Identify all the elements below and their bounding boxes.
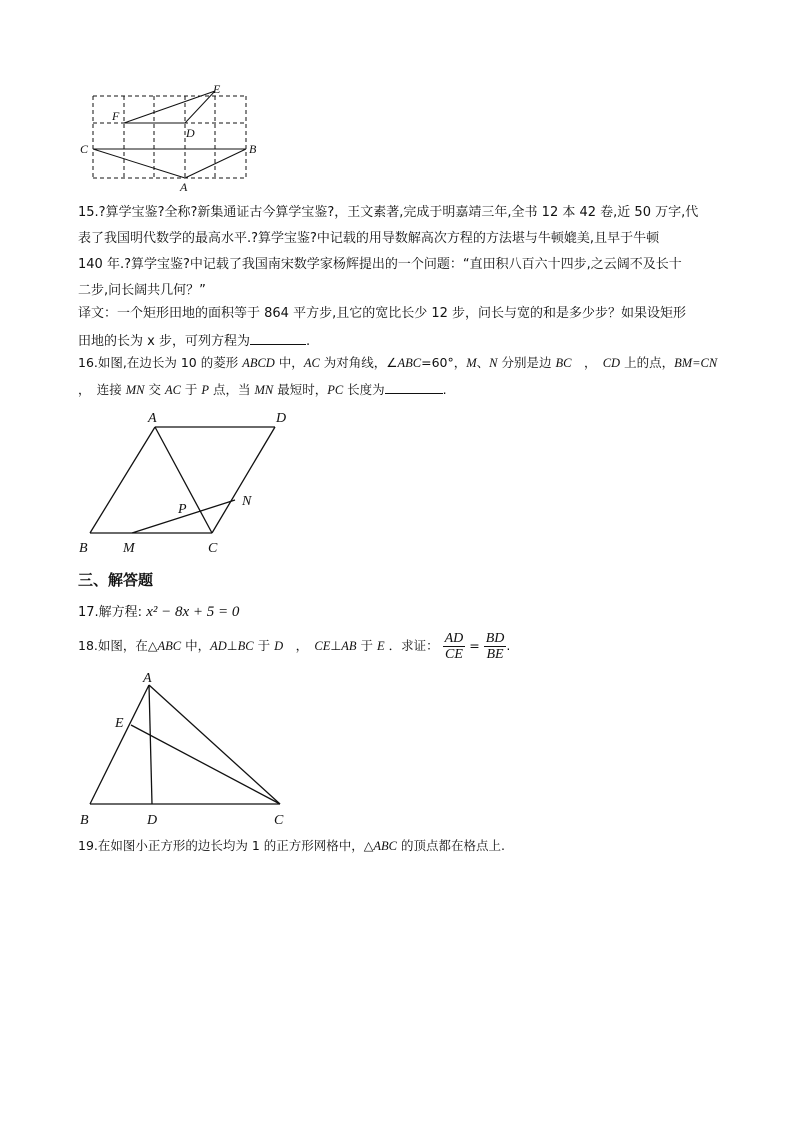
q16-line2 [78, 379, 447, 400]
q16-var: M [466, 356, 477, 370]
q16-text: ， 连接 [78, 382, 126, 397]
label-a: A [180, 180, 188, 194]
q17-equation: x² − 8x + 5 = 0 [146, 604, 240, 620]
segment-ad [149, 685, 152, 804]
q18-text: ⊥ [330, 638, 342, 653]
q18-var: D [274, 639, 284, 653]
triangle-figure [75, 668, 300, 830]
fraction-bd-be [484, 631, 507, 662]
q18-text: 18.如图，在△ [78, 638, 158, 653]
q18-text: ， [283, 638, 315, 653]
label-b: B [79, 541, 88, 556]
q15-line4: 二步,问长阔共几何？” [78, 283, 206, 298]
fraction-denominator: CE [445, 647, 463, 662]
q16-text: 为对角线，∠ [319, 355, 398, 370]
q16-text: 于 [180, 382, 202, 397]
q16-var: AC [164, 383, 181, 397]
section-heading: 三、解答题 [78, 571, 154, 589]
q16-text: =60°， [421, 355, 467, 370]
segment-ca [93, 149, 185, 178]
q15-line6-end: . [305, 334, 311, 349]
q16-text: 点，当 [209, 382, 255, 397]
q16-var: MN [254, 383, 274, 397]
label-m: M [123, 541, 135, 556]
fraction-ad-ce [443, 631, 466, 662]
q18-text: . [506, 638, 511, 653]
q17-line [78, 602, 239, 623]
q18-var: AB [341, 639, 357, 653]
q16-var: CD [602, 356, 621, 370]
grid-figure [78, 82, 268, 194]
q16-var: N [489, 356, 498, 370]
q16-var: ABCD [242, 356, 275, 370]
q18-var: AD [210, 639, 227, 653]
label-f: F [112, 109, 120, 123]
q16-answer-blank[interactable] [385, 379, 443, 394]
q19-line [78, 836, 505, 856]
equals-sign: = [465, 638, 484, 653]
q17-prefix: 17.解方程: [78, 605, 147, 620]
q18-text: 于 [356, 638, 377, 653]
q16-var: BC [555, 356, 572, 370]
q15-line6-text: 田地的长为 x 步，可列方程为 [78, 334, 250, 349]
q15-line6 [78, 330, 310, 352]
q19-text: 的顶点都在格点上. [397, 838, 505, 853]
q18-text: 于 [253, 638, 275, 653]
q16-text: 中， [274, 355, 304, 370]
q16-text: . [442, 382, 447, 397]
q16-text: ， [571, 355, 603, 370]
q15-line5: 译文：一个矩形田地的面积等于 864 平方步,且它的宽比长少 12 步，问长与宽的和是多少步？如果设矩形 [78, 306, 687, 321]
q16-text: 、 [476, 355, 490, 370]
q18-var: BC [237, 639, 254, 653]
label-c: C [274, 813, 284, 828]
q15-line1: 15.?算学宝鉴?全称?新集通证古今算学宝鉴?，王文素著,完成于明嘉靖三年,全书 12 本 42 卷,近 50 万字,代 [78, 205, 699, 220]
fraction-numerator: BD [485, 631, 505, 646]
label-e: E [213, 82, 221, 96]
segment-ab [90, 685, 149, 804]
q16-var: PC [327, 383, 344, 397]
label-e: E [115, 716, 124, 731]
q16-line1 [78, 353, 717, 373]
q18-line [78, 628, 510, 664]
q16-var: ABC [397, 356, 422, 370]
q16-text: 最短时， [273, 382, 328, 397]
q16-var: BM=CN [674, 356, 718, 370]
segment-ab [90, 427, 155, 533]
q18-var: E [377, 639, 385, 653]
q18-var: ABC [157, 639, 182, 653]
q16-text: 16.如图,在边长为 10 的菱形 [78, 355, 243, 370]
q16-text: 交 [144, 382, 165, 397]
fraction-numerator: AD [444, 631, 464, 646]
q18-text: ．求证： [384, 638, 439, 653]
rhombus-figure [75, 405, 290, 560]
q16-text: 上的点， [620, 355, 675, 370]
q16-var: AC [303, 356, 320, 370]
segment-dc [212, 427, 275, 533]
label-a: A [143, 671, 152, 686]
q15-line2: 表了我国明代数学的最高水平.?算学宝鉴?中记载的用导数解高次方程的方法堪与牛顿媲美,且早于牛顿 [78, 231, 660, 246]
label-n: N [242, 494, 252, 509]
q18-text: 中， [181, 638, 211, 653]
q16-text: 长度为 [343, 382, 385, 397]
label-c: C [80, 142, 89, 156]
q15-answer-blank[interactable] [250, 330, 306, 345]
q16-var: P [201, 383, 210, 397]
q16-var: MN [125, 383, 145, 397]
label-b: B [249, 142, 257, 156]
q15-line3: 140 年.?算学宝鉴?中记载了我国南宋数学家杨辉提出的一个问题：“直田积八百六十四步,之云阔不及长十 [78, 257, 682, 272]
q18-var: CE [314, 639, 331, 653]
label-a: A [148, 411, 157, 426]
label-d: D [276, 411, 287, 426]
label-d: D [147, 813, 158, 828]
label-b: B [80, 813, 89, 828]
q16-text: 分别是边 [497, 355, 556, 370]
fraction-denominator: BE [486, 647, 504, 662]
label-d: D [186, 126, 195, 140]
q19-var: ABC [373, 839, 398, 853]
label-c: C [208, 541, 218, 556]
label-p: P [178, 502, 187, 517]
q19-text: 19.在如图小正方形的边长均为 1 的正方形网格中，△ [78, 838, 374, 853]
q18-text: ⊥ [226, 638, 238, 653]
